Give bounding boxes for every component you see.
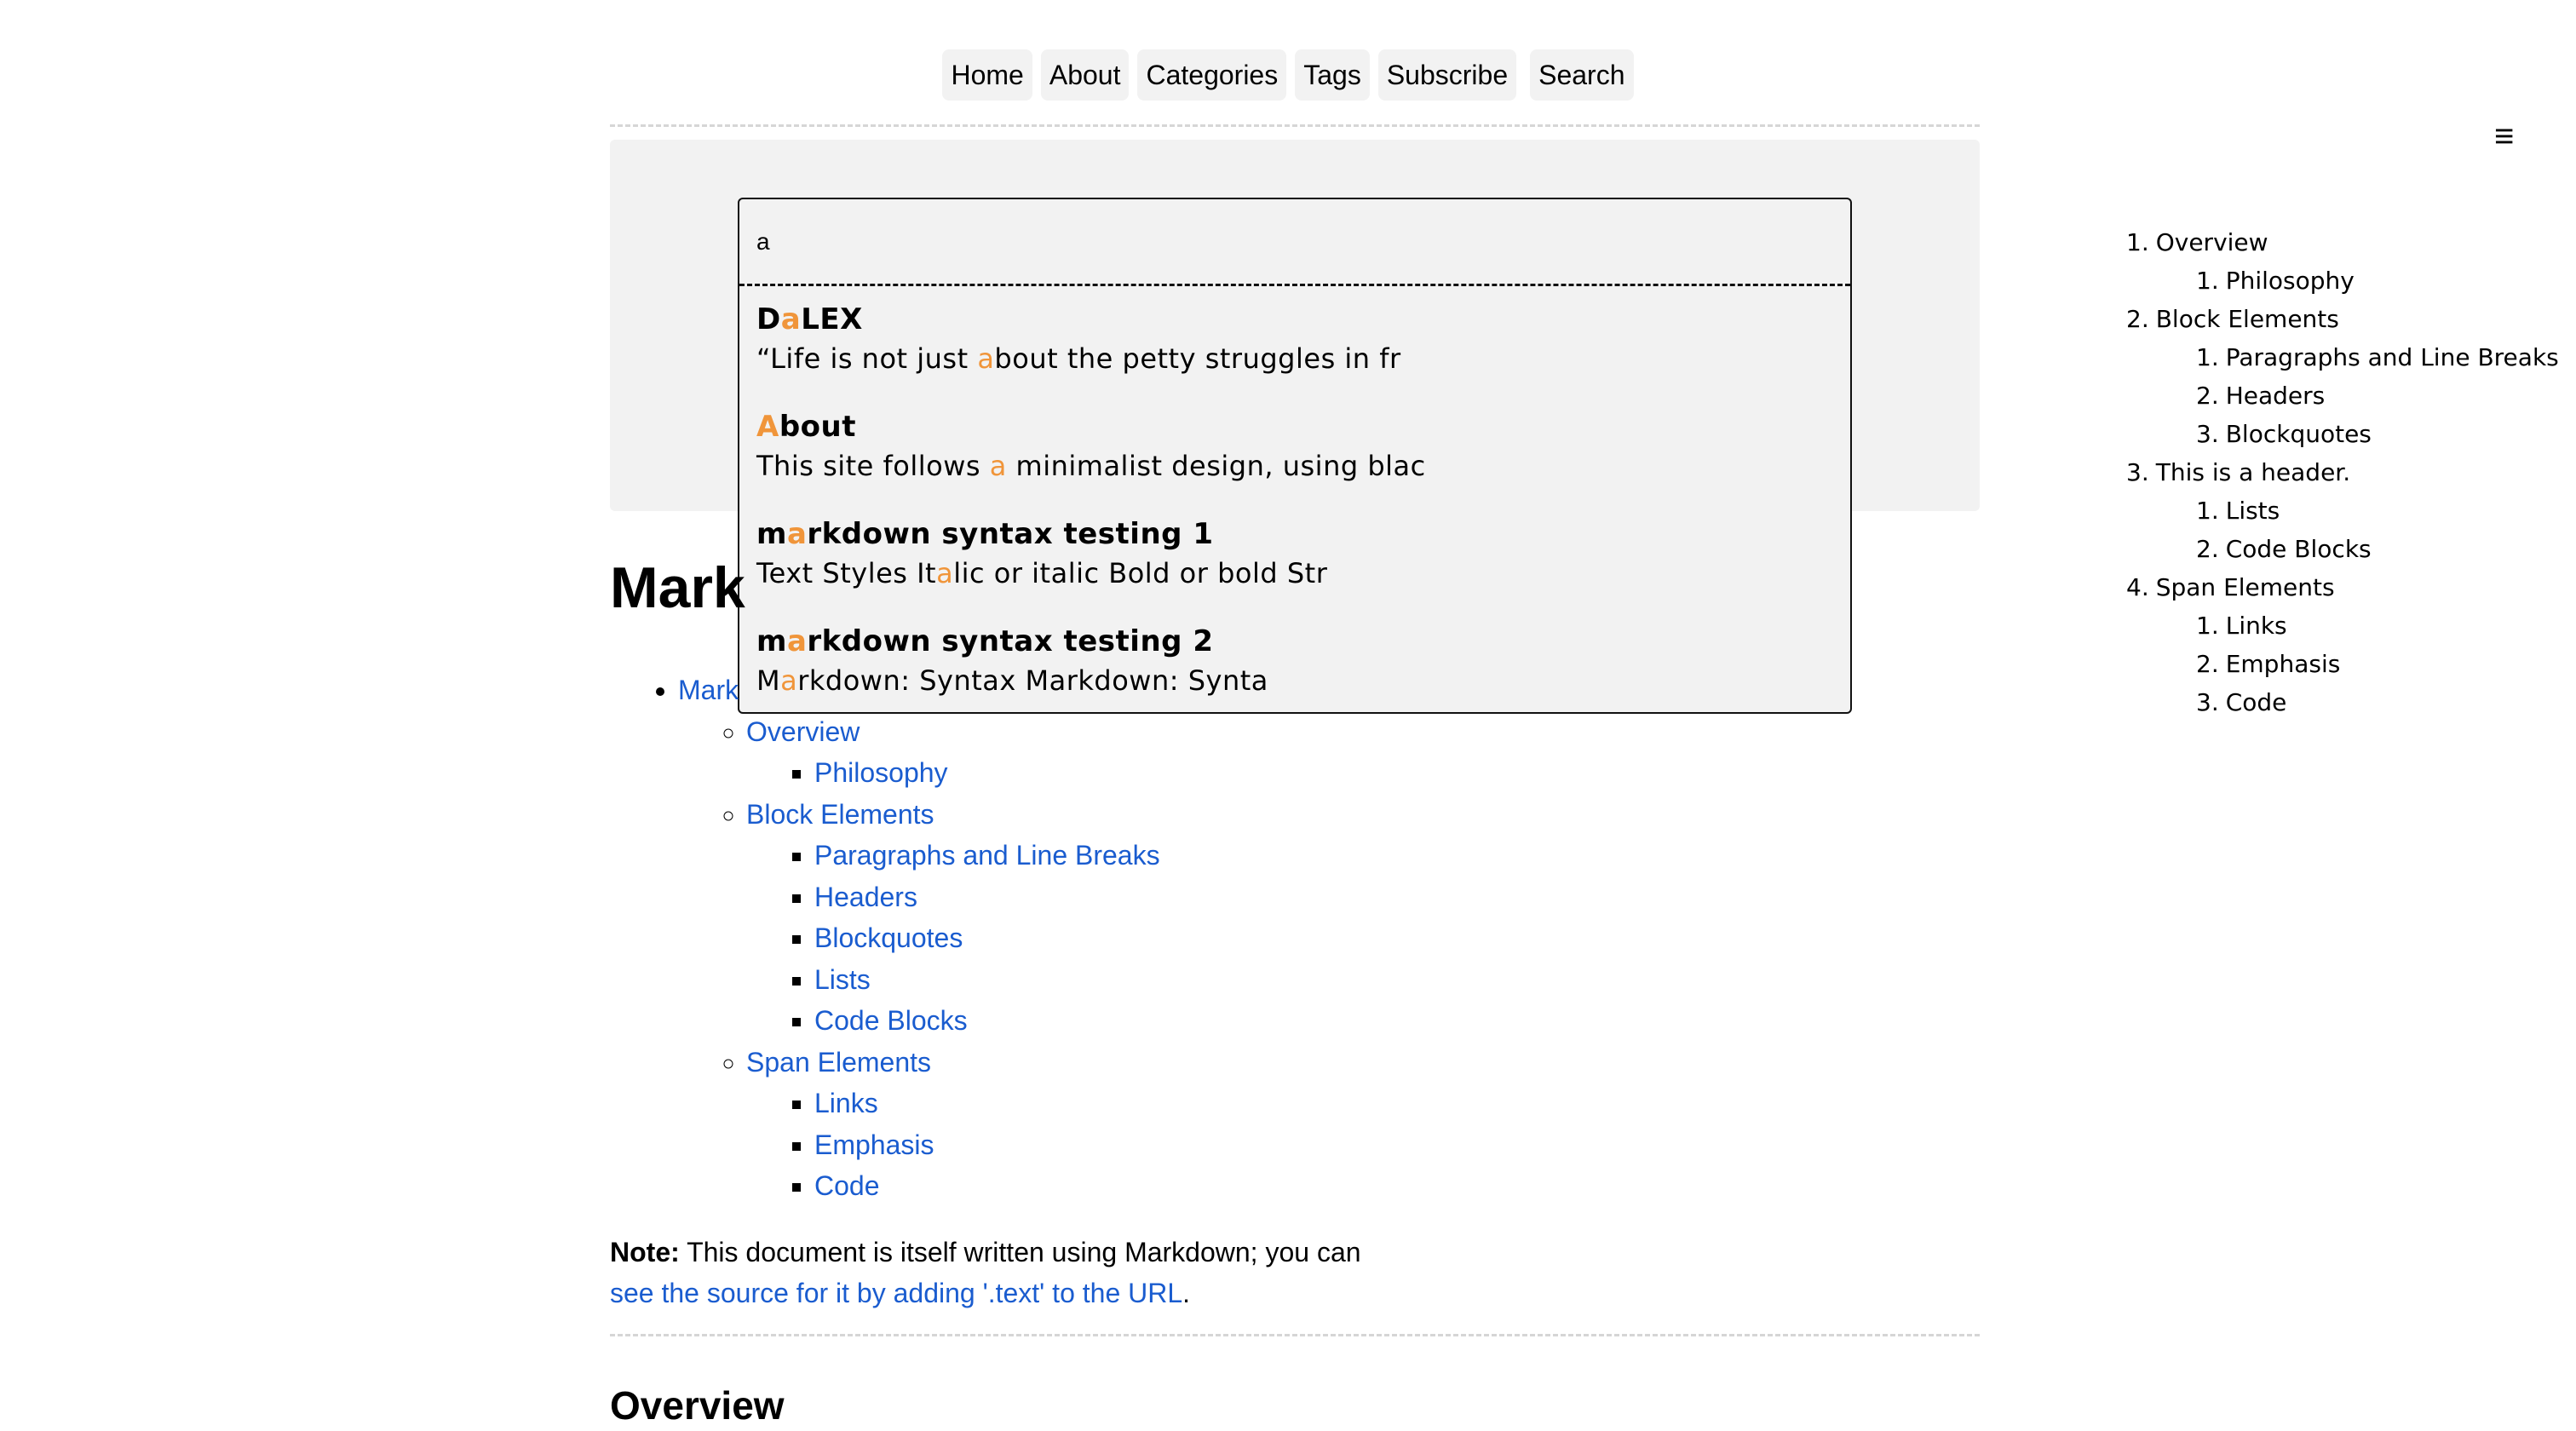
result-title: markdown syntax testing 2 [756,624,1214,658]
list-item [814,1000,1160,1042]
toc-link-block-elements[interactable]: Block Elements [746,798,934,830]
list-item [678,670,1160,1207]
search-result[interactable] [739,394,1850,501]
side-toc-blockquotes[interactable]: Blockquotes [2225,420,2372,448]
list-item [814,835,1160,876]
section-heading: Overview [610,1383,785,1428]
side-toc-code[interactable]: Code [2225,688,2287,716]
search-input[interactable] [739,199,1850,286]
result-snippet: Markdown: Syntax Markdown: Synta [756,664,1268,697]
search-dropdown [738,198,1852,714]
result-snippet: Text Styles Italic or italic Bold or bold Str [756,557,1328,589]
side-toc-headers[interactable]: Headers [2225,382,2326,410]
top-nav [0,49,2576,101]
side-toc-overview[interactable]: Overview [2155,228,2268,256]
search-result[interactable] [739,501,1850,608]
note-label: Note: [610,1237,680,1267]
toc-link-span-elements[interactable]: Span Elements [746,1046,932,1078]
article-toc [610,670,1160,1207]
result-title: About [756,410,856,444]
toc-link-blockquotes[interactable]: Blockquotes [814,922,963,953]
side-toc-span-elements[interactable]: Span Elements [2155,573,2335,601]
source-link[interactable]: see the source for it by adding '.text' to the URL [610,1278,1183,1308]
list-item [814,1165,1160,1207]
toc-link-headers[interactable]: Headers [814,881,917,912]
list-item [746,711,1160,794]
toc-link-code-blocks[interactable]: Code Blocks [814,1005,968,1036]
side-toc-emphasis[interactable]: Emphasis [2225,650,2341,678]
toc-link-paragraphs[interactable]: Paragraphs and Line Breaks [814,840,1160,871]
list-item [814,876,1160,918]
result-title: DaLEX [756,302,863,336]
side-toc-lists[interactable]: Lists [2225,497,2280,525]
nav-home[interactable]: Home [942,49,1032,101]
result-snippet: “Life is not just about the petty struggles in fr [756,342,1401,375]
toc-link-links[interactable]: Links [814,1088,878,1118]
side-toc-links[interactable]: Links [2225,612,2287,640]
top-divider [610,124,1980,127]
list-item [814,917,1160,959]
list-item [746,794,1160,1042]
toc-link-code[interactable]: Code [814,1170,880,1201]
toc-link-emphasis[interactable]: Emphasis [814,1129,934,1160]
list-item [746,1042,1160,1207]
note-text: This document is itself written using Markdown; you can [679,1237,1361,1267]
toc-link-philosophy[interactable]: Philosophy [814,757,948,788]
nav-subscribe[interactable]: Subscribe [1378,49,1516,101]
nav-about[interactable]: About [1041,49,1130,101]
list-item [814,1083,1160,1124]
note-paragraph [610,1232,1377,1313]
hamburger-icon[interactable]: ≡ [2494,118,2515,155]
toc-link-root[interactable]: Mark [678,675,739,705]
side-toc-code-blocks[interactable]: Code Blocks [2225,535,2372,563]
result-title: markdown syntax testing 1 [756,517,1214,551]
section-divider [610,1334,1980,1336]
side-toc-philosophy[interactable]: Philosophy [2225,267,2355,295]
result-snippet: This site follows a minimalist design, using blac [756,450,1426,482]
side-toc-header[interactable]: This is a header. [2155,458,2351,486]
side-toc-block-elements[interactable]: Block Elements [2155,305,2339,333]
page-title: Mark [610,555,745,620]
nav-categories[interactable]: Categories [1137,49,1286,101]
side-toc-paragraphs[interactable]: Paragraphs and Line Breaks [2225,343,2559,371]
side-toc: 1. Overview 1. Philosophy 2. Block Elements 1. Paragraphs and Line Breaks 2. Headers 3. Blockquotes 3. This is a header. 1. Lists 2. Code Blocks 4. Span Elements 1. Links 2. Emphasis 3. Code [2126,228,2559,716]
list-item [814,959,1160,1001]
search-result[interactable] [739,286,1850,394]
list-item [814,1124,1160,1166]
nav-tags[interactable]: Tags [1295,49,1370,101]
list-item [814,752,1160,794]
toc-link-overview[interactable]: Overview [746,716,860,747]
toc-link-lists[interactable]: Lists [814,963,871,995]
note-end: . [1182,1278,1191,1308]
nav-search[interactable]: Search [1530,49,1633,101]
